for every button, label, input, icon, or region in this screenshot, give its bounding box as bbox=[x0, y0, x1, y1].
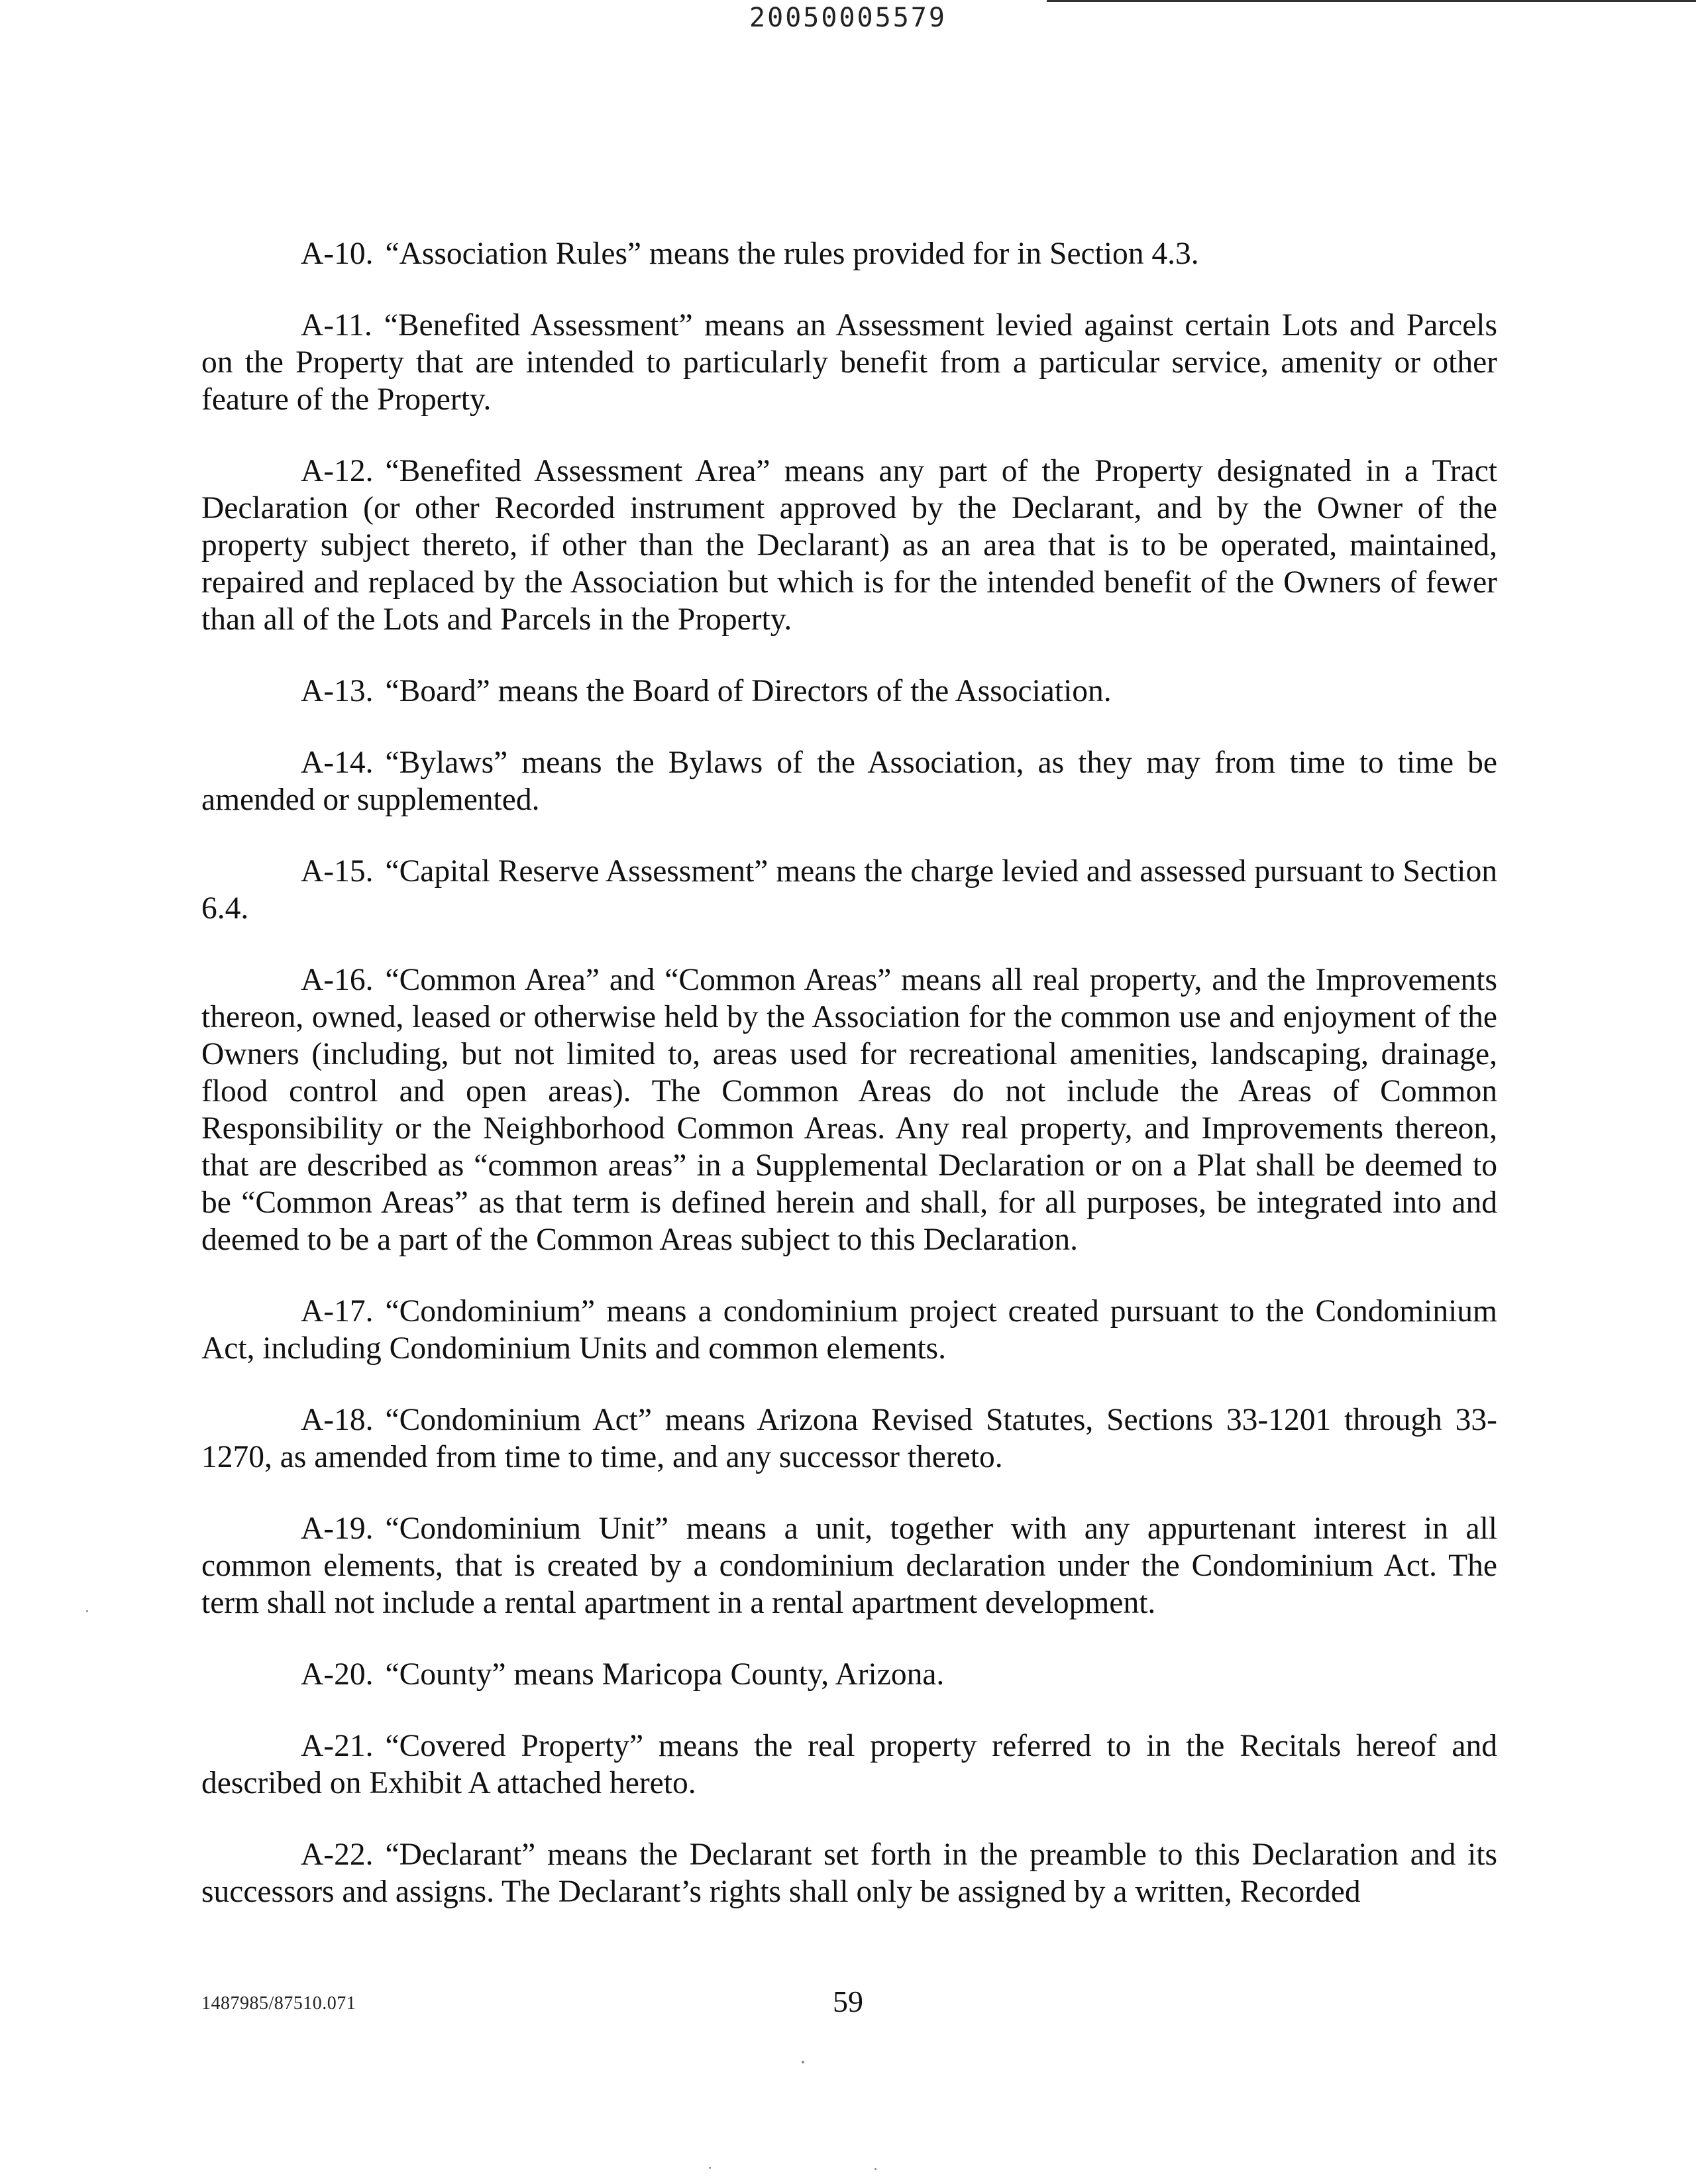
definition-number: A-22. bbox=[301, 1837, 374, 1872]
definition-text: “Benefited Assessment” means an Assessment levied against certain Lots and Parcels on the Property that are intended to particularly benefit from a particular service, amenity or other feature of the Property. bbox=[201, 308, 1497, 417]
top-rule bbox=[1047, 0, 1696, 2]
definition-number: A-21. bbox=[301, 1729, 374, 1763]
definition-a-19 bbox=[201, 1510, 1497, 1621]
definition-text: “Common Area” and “Common Areas” means all real property, and the Improvements thereon, owned, leased or otherwise held by the Association for the common use and enjoyment of the Owners (including, but not limited to, areas used for recreational amenities, landscaping, drainage, flood control and open areas). The Common Areas do not include the Areas of Common Responsibility or the Neighborhood Common Areas. Any real property, and Improvements thereon, that are described as “common areas” in a Supplemental Declaration or on a Plat shall be deemed to be “Common Areas” as that term is defined herein and shall, for all purposes, be integrated into and deemed to be a part of the Common Areas subject to this Declaration. bbox=[201, 963, 1497, 1257]
definition-text: “Benefited Assessment Area” means any part of the Property designated in a Tract Declaration (or other Recorded instrument approved by the Declarant, and by the Owner of the property subject thereto, if other than the Declarant) as an area that is to be operated, maintained, repaired and replaced by the Association but which is for the intended benefit of the Owners of fewer than all of the Lots and Parcels in the Property. bbox=[201, 454, 1497, 637]
definition-number: A-19. bbox=[301, 1511, 374, 1546]
definition-a-17 bbox=[201, 1293, 1497, 1367]
definition-number: A-10. bbox=[301, 237, 374, 271]
definition-text: “Condominium Act” means Arizona Revised Statutes, Sections 33-1201 through 33-1270, as amended from time to time, and any successor thereto. bbox=[201, 1403, 1497, 1474]
document-id: 1487985/87510.071 bbox=[201, 1993, 356, 2014]
definition-text: “Covered Property” means the real property referred to in the Recitals hereof and described on Exhibit A attached hereto. bbox=[201, 1729, 1497, 1800]
scan-speck bbox=[802, 2061, 804, 2063]
definition-number: A-20. bbox=[301, 1657, 374, 1692]
definition-number: A-16. bbox=[301, 963, 374, 997]
definition-a-14 bbox=[201, 744, 1497, 818]
definition-a-11 bbox=[201, 307, 1497, 418]
definition-number: A-18. bbox=[301, 1403, 374, 1437]
definition-text: “Association Rules” means the rules provided for in Section 4.3. bbox=[385, 237, 1199, 271]
definition-number: A-12. bbox=[301, 454, 374, 488]
definition-a-10 bbox=[201, 235, 1497, 272]
definition-a-18 bbox=[201, 1401, 1497, 1476]
scan-speck bbox=[874, 2168, 876, 2170]
record-number: 20050005579 bbox=[749, 3, 947, 33]
definition-a-15 bbox=[201, 853, 1497, 927]
page-number: 59 bbox=[833, 1985, 863, 2018]
definition-number: A-17. bbox=[301, 1294, 374, 1329]
definition-text: “Condominium Unit” means a unit, together with any appurtenant interest in all common elements, that is created by a condominium declaration under the Condominium Act. The term shall not include a rental apartment in a rental apartment development. bbox=[201, 1511, 1497, 1620]
definition-text: “Condominium” means a condominium project created pursuant to the Condominium Act, including Condominium Units and common elements. bbox=[201, 1294, 1497, 1366]
definition-text: “Board” means the Board of Directors of the Association. bbox=[385, 674, 1112, 708]
definition-a-16 bbox=[201, 961, 1497, 1258]
definition-number: A-14. bbox=[301, 745, 374, 780]
scan-speck bbox=[86, 1610, 88, 1612]
definition-number: A-13. bbox=[301, 674, 374, 708]
definition-text: “County” means Maricopa County, Arizona. bbox=[385, 1657, 945, 1692]
definition-text: “Bylaws” means the Bylaws of the Association, as they may from time to time be amended or supplemented. bbox=[201, 745, 1497, 817]
definition-number: A-11. bbox=[301, 308, 372, 343]
definition-text: “Declarant” means the Declarant set forth in the preamble to this Declaration and its successors and assigns. The Declarant’s rights shall only be assigned by a written, Recorded bbox=[201, 1837, 1497, 1909]
definition-number: A-15. bbox=[301, 854, 374, 889]
definition-text: “Capital Reserve Assessment” means the charge levied and assessed pursuant to Section 6.4. bbox=[201, 854, 1497, 926]
scan-speck bbox=[709, 2167, 711, 2169]
definition-a-20 bbox=[201, 1656, 1497, 1693]
definition-a-22 bbox=[201, 1836, 1497, 1910]
document-body bbox=[201, 235, 1497, 1910]
definition-a-13 bbox=[201, 673, 1497, 710]
definition-a-21 bbox=[201, 1727, 1497, 1802]
definition-a-12 bbox=[201, 453, 1497, 638]
